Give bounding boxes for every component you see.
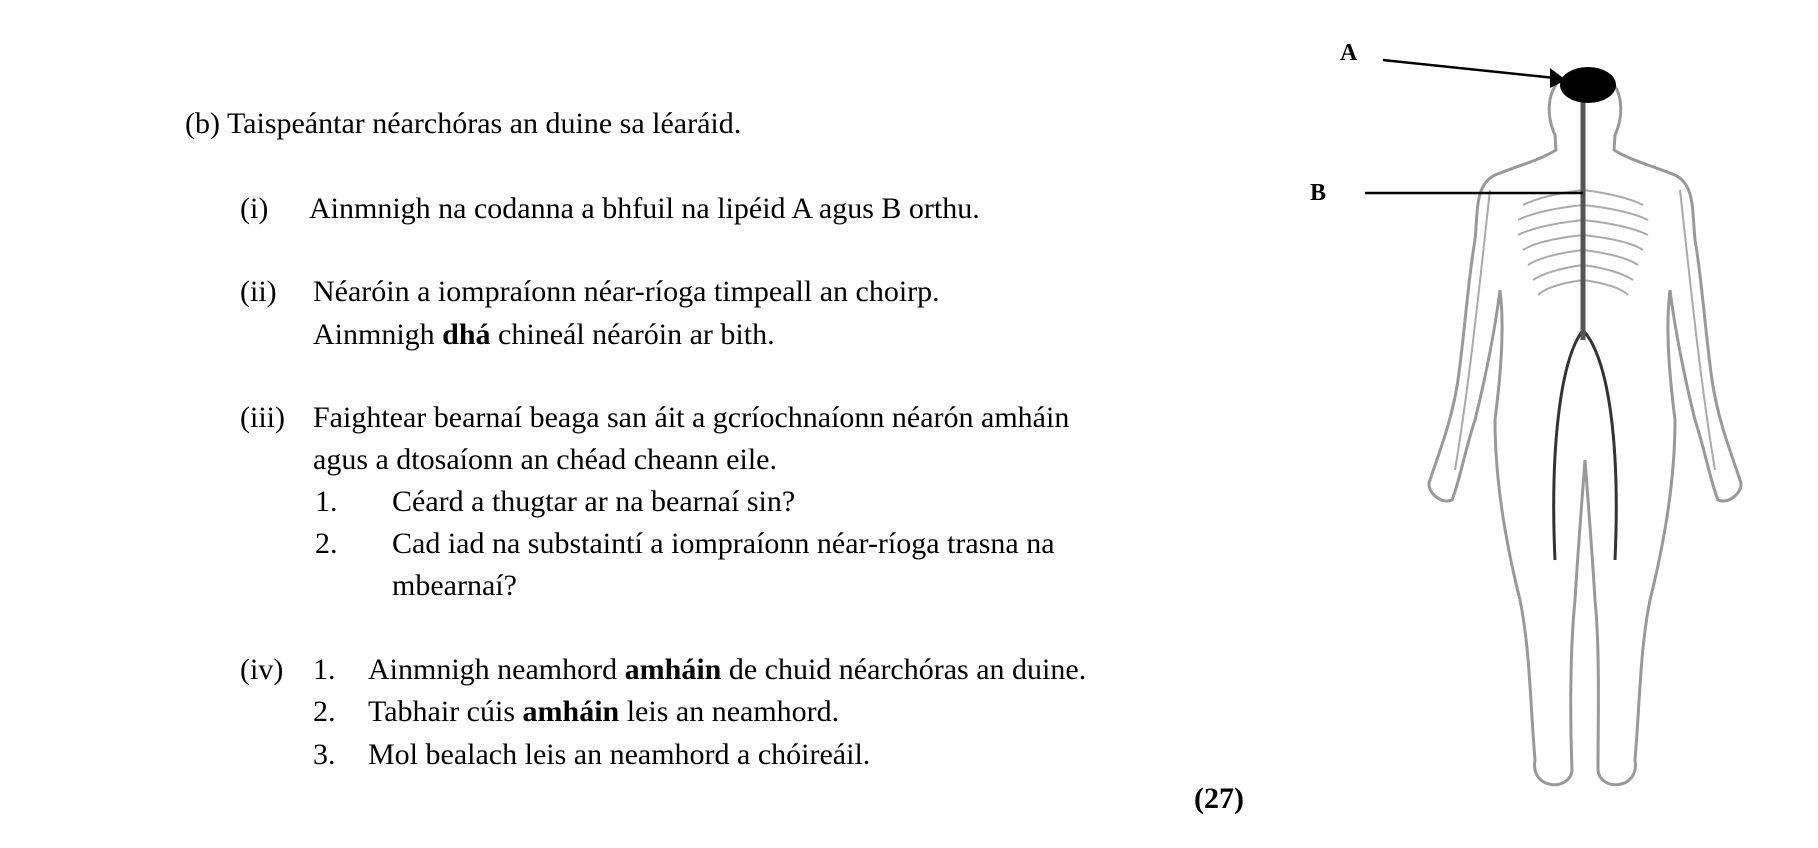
part-number: (i): [240, 192, 269, 225]
text: Tabhair cúis: [368, 695, 523, 728]
label-a-arrow: [1383, 60, 1555, 78]
sub-text: Céard a thugtar ar na bearnaí sin?: [392, 485, 796, 518]
part-number: (iv): [240, 653, 284, 686]
text: Ainmnigh neamhord: [368, 653, 625, 686]
part-ii-text-2: [313, 318, 775, 352]
sub-number: 2.: [315, 527, 338, 560]
text: de chuid néarchóras an duine.: [721, 653, 1087, 686]
bold-text: amháin: [624, 653, 722, 686]
text: leis an neamhord.: [619, 695, 840, 728]
part-i-text: Ainmnigh na codanna a bhfuil na lipéid A agus B orthu.: [309, 192, 980, 225]
brain: [1560, 67, 1616, 103]
sub-number: 3.: [313, 738, 336, 771]
question-intro: (b) Taispeántar néarchóras an duine sa léaráid.: [185, 107, 742, 140]
sub-text: Mol bealach leis an neamhord a chóireáil.: [368, 738, 871, 771]
bold-text: dhá: [442, 318, 491, 351]
bold-text: amháin: [522, 695, 620, 728]
nervous-system-diagram: [1300, 40, 1780, 820]
text: Ainmnigh: [313, 318, 443, 351]
part-iii-text-2: agus a dtosaíonn an chéad cheann eile.: [313, 443, 777, 476]
part-iii-text: Faightear bearnaí beaga san áit a gcríochnaíonn néarón amháin: [313, 401, 1070, 434]
sub-number: 1.: [315, 485, 338, 518]
sub-number: 2.: [313, 695, 336, 728]
sub-text: [368, 653, 1086, 687]
sub-text-2: mbearnaí?: [392, 569, 517, 602]
label-b: B: [1310, 180, 1327, 206]
label-a: A: [1340, 40, 1358, 66]
marks: (27): [1194, 782, 1244, 815]
part-ii-text: Néaróin a iompraíonn néar-ríoga timpeall an choirp.: [313, 275, 940, 308]
leg-nerves: [1554, 330, 1617, 560]
sub-text: Cad iad na substaintí a iompraíonn néar-ríoga trasna na: [392, 527, 1055, 560]
sub-number: 1.: [313, 653, 336, 686]
sub-text: [368, 695, 839, 729]
part-number: (iii): [240, 401, 285, 434]
part-number: (ii): [240, 275, 277, 308]
text: chineál néaróin ar bith.: [490, 318, 775, 351]
